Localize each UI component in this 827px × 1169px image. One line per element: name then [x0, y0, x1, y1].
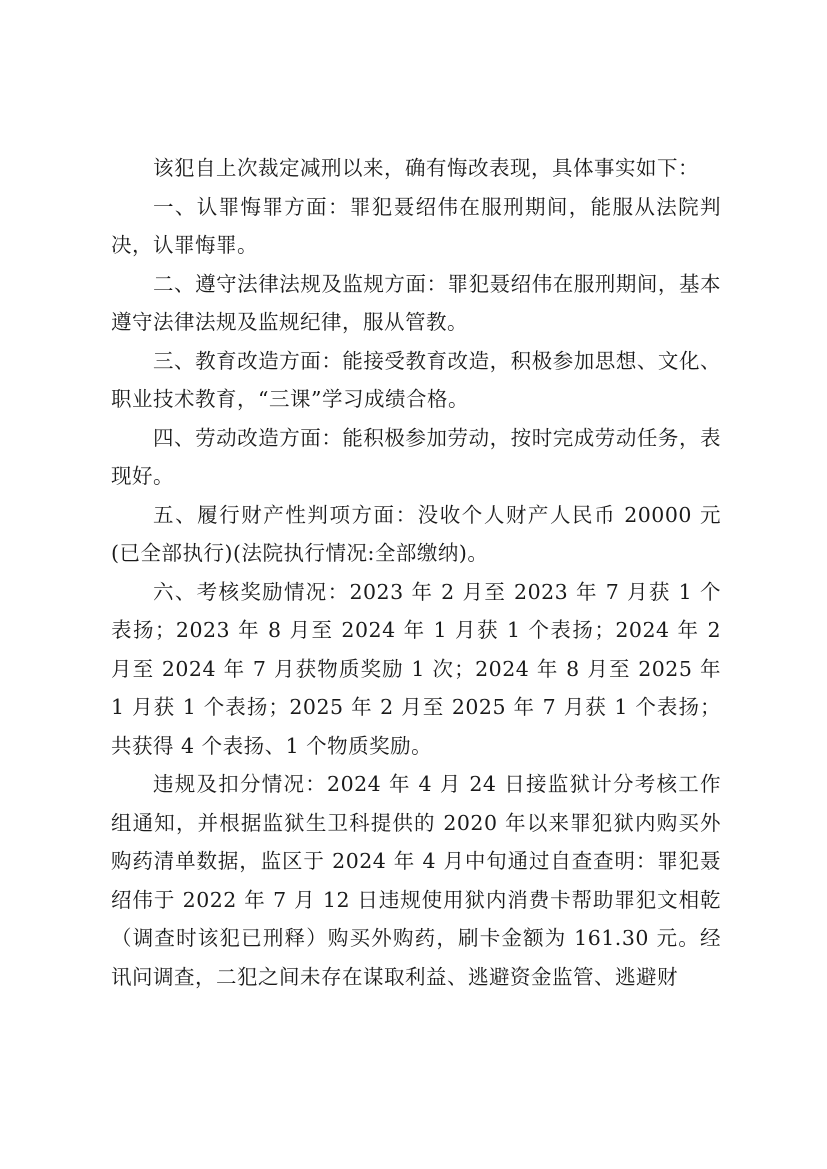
paragraph-obey-law: 二、遵守法律法规及监规方面：罪犯聂绍伟在服刑期间，基本遵守法律法规及监规纪律，服从管教。 [111, 271, 721, 334]
paragraph-property: 五、履行财产性判项方面：没收个人财产人民币 20000 元(已全部执行)(法院执行情况:全部缴纳)。 [111, 502, 721, 565]
paragraph-labor: 四、劳动改造方面：能积极参加劳动，按时完成劳动任务，表现好。 [111, 425, 721, 488]
document-body [111, 149, 721, 996]
paragraph-admit-guilt: 一、认罪悔罪方面：罪犯聂绍伟在服刑期间，能服从法院判决，认罪悔罪。 [111, 194, 721, 257]
paragraph-rewards: 六、考核奖励情况：2023 年 2 月至 2023 年 7 月获 1 个表扬；2023 年 8 月至 2024 年 1 月获 1 个表扬；2024 年 2 月至 2024 年 7 月获物质奖励 1 次；2024 年 8 月至 2025 年 1 月获 1 个表扬；2025 年 2 月至 2025 年 7 月获 1 个表扬；共获得 4 个表扬、1 个物质奖励。 [111, 579, 721, 758]
paragraph-intro: 该犯自上次裁定减刑以来，确有悔改表现，具体事实如下： [153, 156, 700, 180]
paragraph-education: 三、教育改造方面：能接受教育改造，积极参加思想、文化、职业技术教育，“三课”学习成绩合格。 [111, 348, 721, 411]
paragraph-violations: 违规及扣分情况：2024 年 4 月 24 日接监狱计分考核工作组通知，并根据监狱生卫科提供的 2020 年以来罪犯狱内购买外购药清单数据，监区于 2024 年 4 月中旬通过自查查明：罪犯聂绍伟于 2022 年 7 月 12 日违规使用狱内消费卡帮助罪犯文相乾（调查时该犯已刑释）购买外购药，刷卡金额为 161.30 元。经讯问调查，二犯之间未存在谋取利益、逃避资金监管、逃避财 [111, 772, 721, 989]
